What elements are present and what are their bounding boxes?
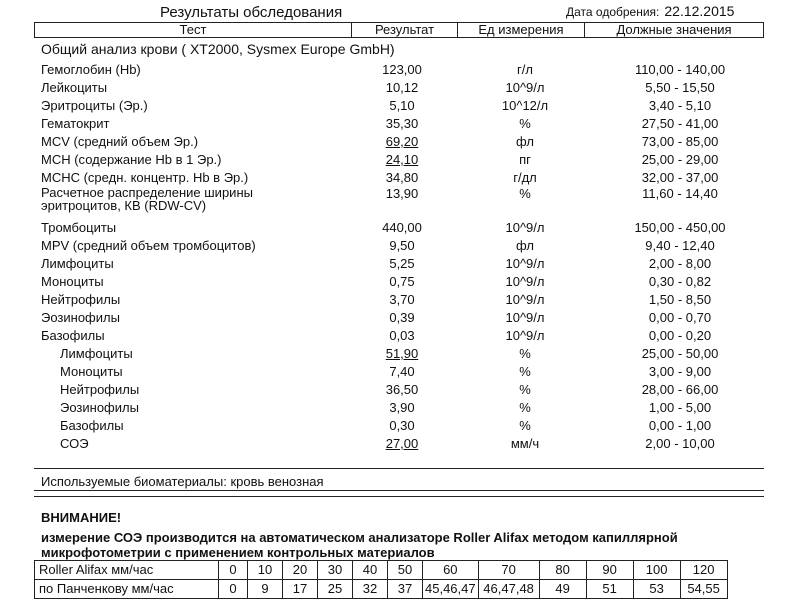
result-value: [352, 152, 452, 168]
result-text: 0,75: [389, 274, 415, 289]
conversion-cell: 0: [219, 580, 248, 599]
test-name: [41, 152, 222, 168]
unit-value: пг: [519, 152, 531, 167]
conversion-cell: 17: [283, 580, 318, 599]
test-name-line: Эозинофилы: [60, 400, 139, 415]
test-name: [41, 170, 248, 186]
col-test: Тест: [35, 23, 352, 38]
conversion-cell: 90: [586, 561, 633, 580]
reference-range: 5,50 - 15,50: [645, 80, 715, 95]
reference-range: 3,40 - 5,10: [648, 98, 712, 113]
reference-range: 3,00 - 9,00: [648, 364, 712, 379]
unit-value: г/дл: [513, 170, 537, 185]
reference-range: 0,00 - 1,00: [648, 418, 712, 433]
col-reference: Должные значения: [585, 23, 764, 38]
result-value: [352, 382, 452, 398]
result-value: [352, 256, 452, 272]
table-row: [0, 116, 800, 134]
divider: [34, 496, 764, 497]
conversion-cell: 53: [633, 580, 680, 599]
test-name-line: Эозинофилы: [41, 310, 120, 325]
test-name: [41, 292, 120, 308]
unit-value: %: [519, 400, 531, 415]
conversion-row-label: по Панченкову мм/час: [35, 580, 219, 599]
reference-range: 150,00 - 450,00: [634, 220, 726, 235]
table-row: [0, 436, 800, 454]
table-row: [0, 274, 800, 292]
table-row: [0, 134, 800, 152]
result-value: [352, 292, 452, 308]
test-name: [60, 436, 89, 452]
conversion-cell: 40: [353, 561, 388, 580]
conversion-cell: 49: [539, 580, 586, 599]
conversion-cell: 100: [633, 561, 680, 580]
conversion-cell: 54,55: [680, 580, 727, 599]
result-text: 7,40: [389, 364, 415, 379]
test-name: [41, 80, 107, 96]
result-text: 9,50: [389, 238, 415, 253]
result-text: 51,90: [385, 346, 419, 361]
reference-range: 25,00 - 50,00: [641, 346, 719, 361]
result-value: [352, 274, 452, 290]
result-text: 34,80: [385, 170, 419, 185]
table-row: [0, 364, 800, 382]
test-name: [41, 220, 116, 236]
result-text: 69,20: [385, 134, 419, 149]
col-result: Результат: [352, 23, 458, 38]
table-row: [0, 220, 800, 238]
unit-value: фл: [516, 134, 534, 149]
reference-range: 27,50 - 41,00: [641, 116, 719, 131]
table-row: [0, 98, 800, 116]
table-row: [0, 62, 800, 80]
result-text: 3,90: [389, 400, 415, 415]
table-row: [0, 418, 800, 436]
reference-range: 0,00 - 0,70: [648, 310, 712, 325]
test-name-line: Лейкоциты: [41, 80, 108, 95]
result-value: [352, 400, 452, 416]
test-name: [41, 62, 141, 78]
conversion-cell: 120: [680, 561, 727, 580]
conversion-cell: 25: [318, 580, 353, 599]
result-value: [352, 116, 452, 132]
test-name: [41, 328, 105, 344]
conversion-cell: 10: [248, 561, 283, 580]
unit-value: мм/ч: [510, 436, 540, 451]
unit-value: 10^9/л: [505, 328, 545, 343]
reference-range: 110,00 - 140,00: [634, 62, 726, 77]
test-name-line: Расчетное распределение ширины: [41, 185, 253, 200]
biomaterial-note: Используемые биоматериалы: кровь венозная: [41, 474, 324, 489]
table-row: [0, 310, 800, 328]
result-text: 5,10: [389, 98, 415, 113]
divider: [34, 468, 764, 469]
test-name-line: Нейтрофилы: [60, 382, 140, 397]
table-row: [0, 238, 800, 256]
reference-range: 28,00 - 66,00: [641, 382, 719, 397]
conversion-cell: 70: [478, 561, 539, 580]
unit-value: 10^9/л: [505, 274, 545, 289]
test-name-line: MCHC (средн. концентр. Hb в Эр.): [41, 170, 249, 185]
test-name-line: Базофилы: [60, 418, 124, 433]
test-name: [60, 364, 123, 380]
reference-range: 0,00 - 0,20: [648, 328, 712, 343]
unit-value: 10^9/л: [505, 220, 545, 235]
reference-range: 2,00 - 10,00: [645, 436, 715, 451]
col-unit: Ед измерения: [458, 23, 585, 38]
unit-value: %: [519, 364, 531, 379]
unit-value: 10^12/л: [501, 98, 549, 113]
conversion-row-label: Roller Alifax мм/час: [35, 561, 219, 580]
conversion-cell: 20: [283, 561, 318, 580]
unit-value: 10^9/л: [505, 256, 545, 271]
result-value: [352, 220, 452, 236]
test-name-line: Лимфоциты: [60, 346, 133, 361]
conversion-cell: 60: [423, 561, 479, 580]
result-value: [352, 238, 452, 254]
unit-value: %: [519, 418, 531, 433]
unit-value: %: [519, 186, 531, 201]
table-row: [0, 382, 800, 400]
warning-line-1: измерение СОЭ производится на автоматическом анализаторе Roller Alifax методом капиллярной: [41, 530, 678, 545]
test-name-line: Тромбоциты: [41, 220, 117, 235]
test-name: [60, 382, 139, 398]
test-name: [41, 274, 104, 290]
warning-line-2: микрофотометрии с применением контрольных материалов: [41, 545, 435, 560]
conversion-cell: 50: [388, 561, 423, 580]
conversion-row-alifax: [35, 561, 728, 580]
conversion-cell: 51: [586, 580, 633, 599]
conversion-cell: 0: [219, 561, 248, 580]
test-name-line: Моноциты: [60, 364, 123, 379]
result-value: [352, 436, 452, 452]
unit-value: 10^9/л: [505, 80, 545, 95]
test-name-line: Лимфоциты: [41, 256, 114, 271]
conversion-cell: 80: [539, 561, 586, 580]
approval-date-block: [566, 3, 734, 19]
conversion-cell: 46,47,48: [478, 580, 539, 599]
unit-value: %: [519, 382, 531, 397]
table-row: [0, 80, 800, 98]
test-name: [41, 256, 114, 272]
table-row: [0, 256, 800, 274]
result-text: 5,25: [389, 256, 415, 271]
reference-range: 1,50 - 8,50: [648, 292, 712, 307]
unit-value: г/л: [517, 62, 533, 77]
test-name-line: Нейтрофилы: [41, 292, 121, 307]
reference-range: 32,00 - 37,00: [641, 170, 719, 185]
result-text: 35,30: [385, 116, 419, 131]
result-text: 0,03: [389, 328, 415, 343]
result-value: [352, 310, 452, 326]
reference-range: 73,00 - 85,00: [641, 134, 719, 149]
test-name: [41, 238, 256, 254]
warning-note: [41, 530, 741, 560]
esr-conversion-table: [34, 560, 728, 599]
result-text: 10,12: [385, 80, 419, 95]
reference-range: 11,60 - 14,40: [642, 186, 718, 201]
reference-range: 0,30 - 0,82: [648, 274, 712, 289]
test-name-line: эритроцитов, КВ (RDW-CV): [41, 198, 207, 213]
test-name-line: MPV (средний объем тромбоцитов): [41, 238, 256, 253]
result-value: [352, 346, 452, 362]
test-name: [60, 346, 133, 362]
result-text: 3,70: [389, 292, 415, 307]
result-text: 24,10: [385, 152, 419, 167]
test-name: [41, 134, 198, 150]
table-row: [0, 292, 800, 310]
conversion-cell: 9: [248, 580, 283, 599]
unit-value: 10^9/л: [505, 292, 545, 307]
result-value: [352, 170, 452, 186]
result-value: [352, 186, 452, 202]
page-title: Результаты обследования: [160, 4, 343, 21]
table-row: [0, 346, 800, 364]
conversion-row-panchenkov: [35, 580, 728, 599]
result-value: [352, 418, 452, 434]
divider: [34, 490, 764, 491]
results-table-header: [34, 22, 764, 38]
reference-range: 25,00 - 29,00: [641, 152, 719, 167]
conversion-cell: 30: [318, 561, 353, 580]
result-value: [352, 62, 452, 78]
test-name-line: Гематокрит: [41, 116, 110, 131]
unit-value: %: [519, 346, 531, 361]
test-name: [60, 400, 139, 416]
conversion-cell: 37: [388, 580, 423, 599]
unit-value: фл: [516, 238, 534, 253]
test-name-line: MCH (содержание Hb в 1 Эр.): [41, 152, 222, 167]
test-name: [41, 116, 109, 132]
approval-label: Дата одобрения:: [566, 5, 660, 19]
unit-value: 10^9/л: [505, 310, 545, 325]
test-name: [41, 310, 120, 326]
table-row: [0, 328, 800, 346]
unit-value: %: [519, 116, 531, 131]
result-text: 13,90: [385, 186, 419, 201]
warning-title: ВНИМАНИЕ!: [41, 510, 122, 525]
test-name-line: Базофилы: [41, 328, 105, 343]
table-row: [0, 152, 800, 170]
test-name-line: MCV (средний объем Эр.): [41, 134, 199, 149]
conversion-cell: 45,46,47: [423, 580, 479, 599]
result-value: [352, 328, 452, 344]
reference-range: 1,00 - 5,00: [648, 400, 712, 415]
result-text: 0,39: [389, 310, 415, 325]
approval-date: 22.12.2015: [664, 3, 735, 19]
reference-range: 2,00 - 8,00: [648, 256, 712, 271]
result-text: 123,00: [382, 62, 422, 77]
test-name-line: Эритроциты (Эр.): [41, 98, 148, 113]
result-value: [352, 364, 452, 380]
result-text: 36,50: [385, 382, 419, 397]
test-name-line: Моноциты: [41, 274, 104, 289]
reference-range: 9,40 - 12,40: [645, 238, 715, 253]
result-text: 27,00: [385, 436, 419, 451]
result-value: [352, 134, 452, 150]
conversion-cell: 32: [353, 580, 388, 599]
test-name: [41, 186, 253, 212]
result-text: 0,30: [389, 418, 415, 433]
result-value: [352, 80, 452, 96]
result-value: [352, 98, 452, 114]
test-name: [60, 418, 124, 434]
test-name-line: Гемоглобин (Hb): [41, 62, 141, 77]
result-text: 440,00: [382, 220, 422, 235]
test-name-line: СОЭ: [60, 436, 89, 451]
table-row: [0, 400, 800, 418]
table-row: [0, 185, 800, 213]
test-name: [41, 98, 148, 114]
section-title: Общий анализ крови ( XT2000, Sysmex Europe GmbH): [41, 41, 395, 57]
